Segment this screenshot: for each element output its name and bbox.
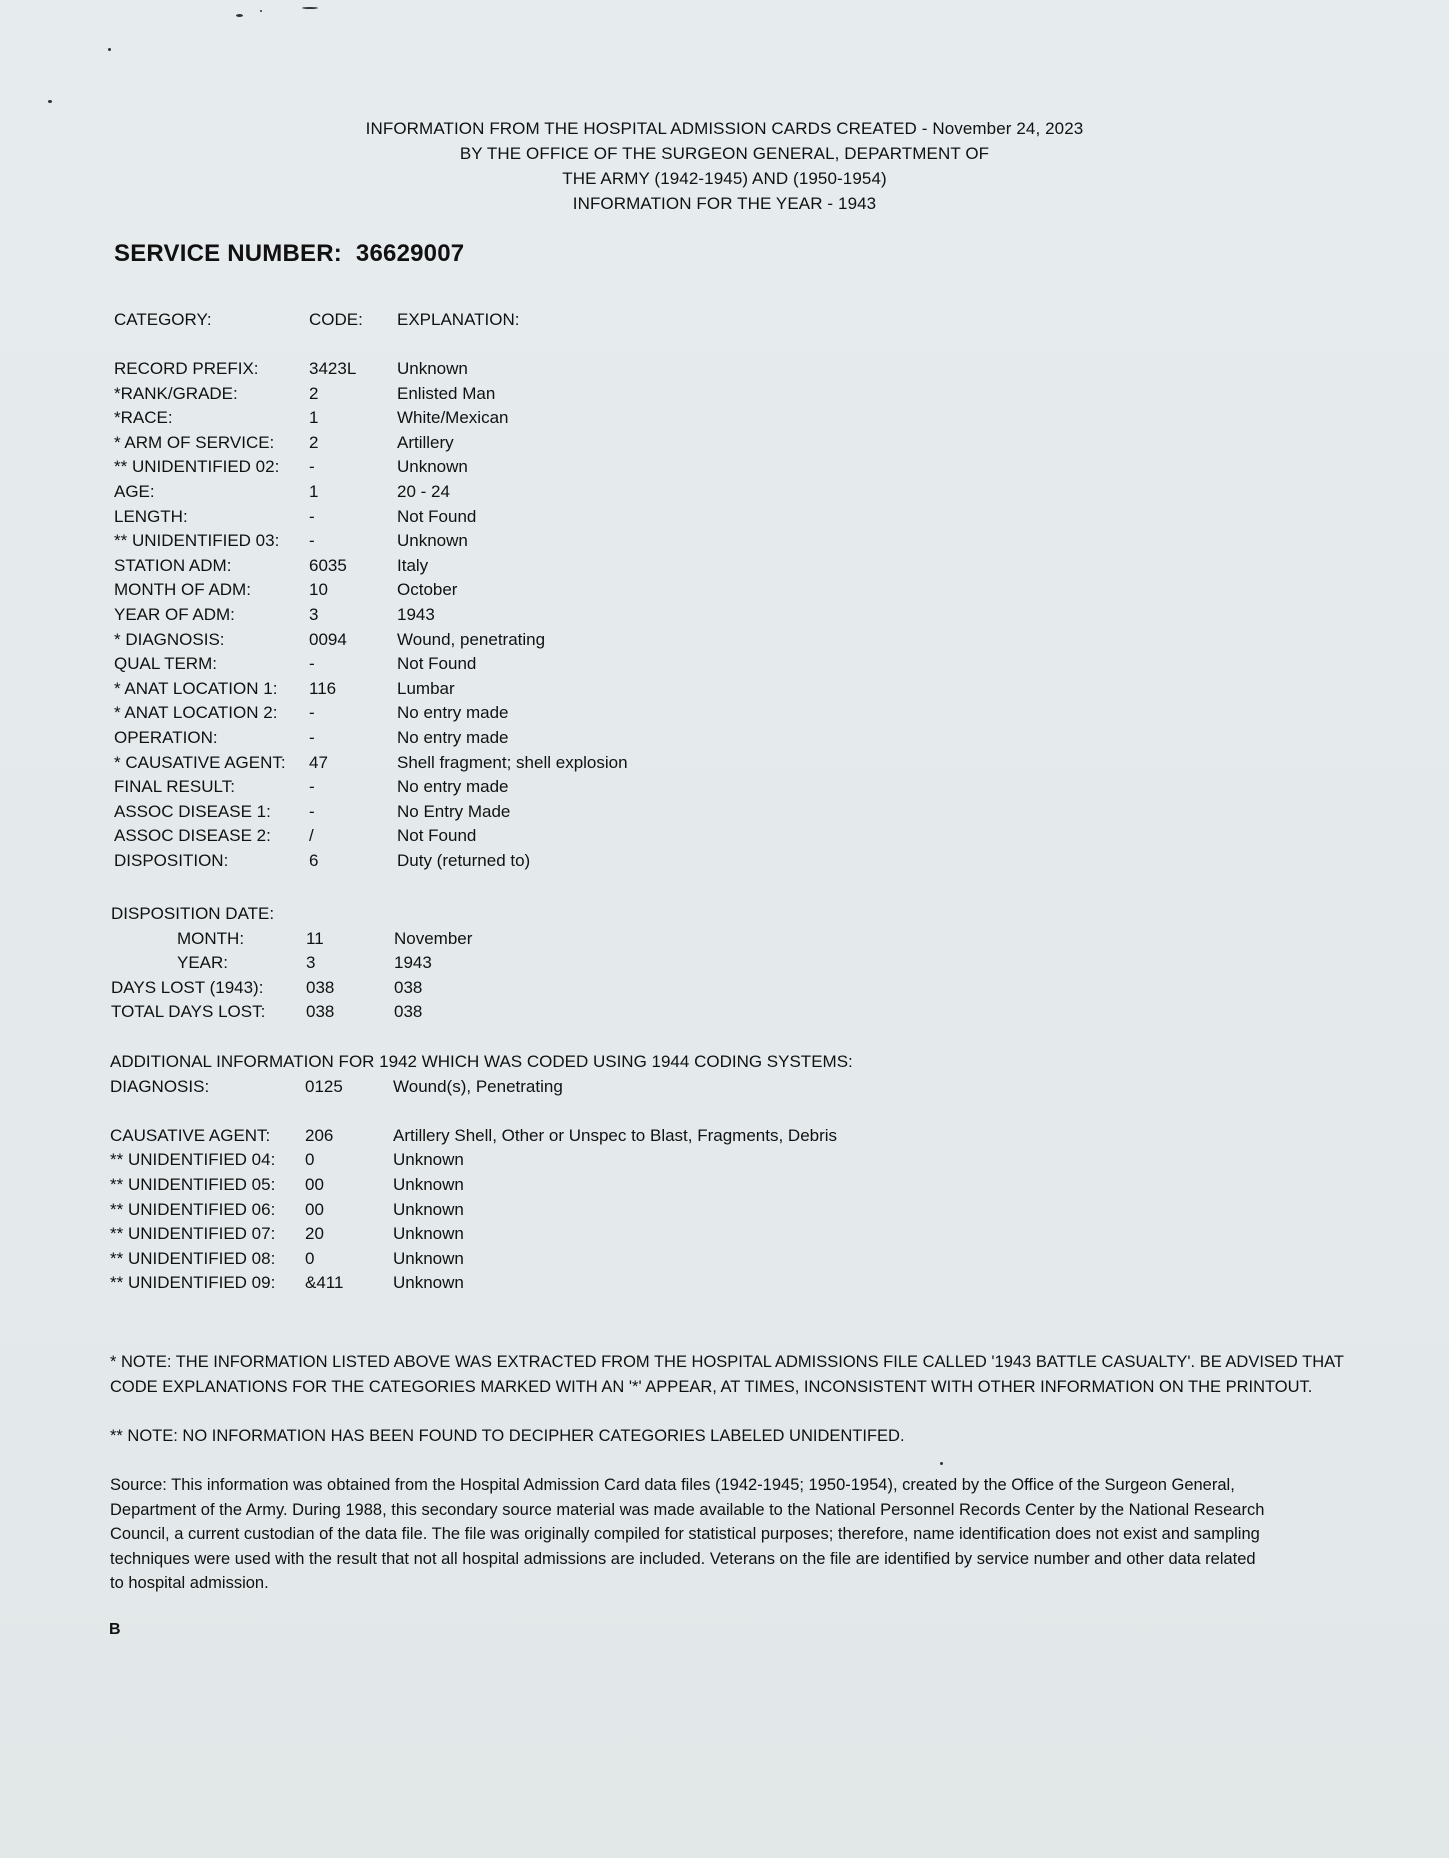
row-code: 47 <box>309 752 328 772</box>
row-code: - <box>309 703 315 723</box>
row-code: 3 <box>306 953 316 973</box>
row-code: 6035 <box>309 555 347 575</box>
row-explanation: Unknown <box>393 1199 464 1219</box>
row-code: 00 <box>305 1175 324 1194</box>
row-explanation: October <box>397 580 458 600</box>
row-explanation: Not Found <box>397 654 477 674</box>
row-code: 2 <box>309 432 319 452</box>
row-explanation: Wound(s), Penetrating <box>393 1076 563 1096</box>
note-double-asterisk <box>110 1424 1340 1449</box>
row-category: ** UNIDENTIFIED 04: <box>110 1150 276 1170</box>
scan-speck <box>940 1462 943 1465</box>
source-line: Department of the Army. During 1988, this secondary source material was made available to the National Personnel Records Center by the National Research <box>110 1500 1265 1519</box>
column-header-code: CODE: <box>309 310 363 329</box>
scan-speck <box>260 10 262 12</box>
source-line: to hospital admission. <box>110 1574 269 1592</box>
row-category: ** UNIDENTIFIED 02: <box>114 457 280 477</box>
row-explanation: 20 - 24 <box>397 482 450 501</box>
row-category: *RACE: <box>114 408 173 428</box>
service-number-label: SERVICE NUMBER: <box>114 240 342 267</box>
row-category: ** UNIDENTIFIED 07: <box>110 1224 276 1244</box>
row-explanation: 038 <box>394 1002 423 1022</box>
row-explanation: Duty (returned to) <box>397 851 531 870</box>
row-explanation: Unknown <box>397 359 468 378</box>
row-category: ** UNIDENTIFIED 08: <box>110 1248 276 1268</box>
header-line: BY THE OFFICE OF THE SURGEON GENERAL, DEPARTMENT OF <box>459 144 990 163</box>
note-line: CODE EXPLANATIONS FOR THE CATEGORIES MARKED WITH AN '*' APPEAR, AT TIMES, INCONSISTENT WITH OTHER INFORMATION ON THE PRINTOUT. <box>110 1377 1313 1396</box>
row-code: 0 <box>305 1150 315 1170</box>
row-code: 116 <box>309 678 337 698</box>
row-category: LENGTH: <box>114 506 188 526</box>
row-code: - <box>309 531 315 551</box>
row-category: FINAL RESULT: <box>114 777 235 797</box>
row-category: AGE: <box>114 482 155 501</box>
row-code: 00 <box>305 1199 324 1219</box>
row-code: 2 <box>309 383 319 403</box>
row-code: 0 <box>305 1248 315 1268</box>
row-category: YEAR OF ADM: <box>114 605 235 624</box>
scan-speck <box>48 100 52 103</box>
row-code: 0094 <box>309 629 347 649</box>
row-explanation: Unknown <box>393 1224 464 1244</box>
row-code: 6 <box>309 851 319 870</box>
row-explanation: Shell fragment; shell explosion <box>397 752 628 772</box>
row-code: 1 <box>309 482 319 501</box>
row-category: ** UNIDENTIFIED 05: <box>110 1175 276 1194</box>
row-code: / <box>309 826 314 846</box>
row-category: YEAR: <box>177 953 229 973</box>
header-line: THE ARMY (1942-1945) AND (1950-1954) <box>562 169 887 188</box>
row-category: * ANAT LOCATION 1: <box>114 678 278 698</box>
row-explanation: 1943 <box>394 953 432 973</box>
note-line: ** NOTE: NO INFORMATION HAS BEEN FOUND TO DECIPHER CATEGORIES LABELED UNIDENTIFED. <box>110 1427 905 1445</box>
row-category: * ARM OF SERVICE: <box>114 432 275 452</box>
row-category: ASSOC DISEASE 2: <box>114 826 271 846</box>
row-category: RECORD PREFIX: <box>114 359 259 378</box>
source-line: techniques were used with the result that not all hospital admissions are included. Veterans on the file are identified by service number and other data related <box>110 1549 1256 1568</box>
row-category: CAUSATIVE AGENT: <box>110 1125 271 1145</box>
source-line: Source: This information was obtained from the Hospital Admission Card data files (1942-1945; 1950-1954), created by the Office of the Surgeon General, <box>110 1476 1235 1494</box>
row-code: 11 <box>306 928 324 948</box>
row-category: MONTH: <box>177 928 245 948</box>
row-code: &411 <box>305 1273 344 1293</box>
header-line: INFORMATION FROM THE HOSPITAL ADMISSION CARDS CREATED - November 24, 2023 <box>365 119 1084 138</box>
row-code: - <box>309 506 315 526</box>
row-code: 20 <box>305 1224 324 1244</box>
scan-speck <box>302 7 318 9</box>
row-category: DIAGNOSIS: <box>110 1076 210 1096</box>
column-header-explanation: EXPLANATION: <box>397 310 520 329</box>
row-explanation: Not Found <box>397 506 477 526</box>
row-explanation: Unknown <box>397 457 468 477</box>
row-explanation: Artillery Shell, Other or Unspec to Blast, Fragments, Debris <box>393 1125 838 1145</box>
row-category: * DIAGNOSIS: <box>114 629 225 649</box>
service-number-heading <box>114 240 464 268</box>
row-explanation: No Entry Made <box>397 801 511 821</box>
row-explanation: Unknown <box>397 531 468 551</box>
note-asterisk <box>110 1350 1344 1399</box>
row-category: QUAL TERM: <box>114 654 217 674</box>
row-explanation: Unknown <box>393 1150 464 1170</box>
row-code: 038 <box>306 1002 335 1022</box>
row-code: 3423L <box>309 359 357 378</box>
row-category: * ANAT LOCATION 2: <box>114 703 278 723</box>
row-explanation: Wound, penetrating <box>397 629 546 649</box>
row-category: ** UNIDENTIFIED 06: <box>110 1199 276 1219</box>
row-explanation: White/Mexican <box>397 408 509 428</box>
row-category: ** UNIDENTIFIED 03: <box>114 531 280 551</box>
source-paragraph <box>110 1473 1340 1596</box>
row-category: DAYS LOST (1943): <box>111 977 264 997</box>
row-explanation: No entry made <box>397 777 509 797</box>
row-category: TOTAL DAYS LOST: <box>111 1002 266 1022</box>
row-explanation: Unknown <box>393 1273 464 1293</box>
row-explanation: Unknown <box>393 1175 464 1194</box>
row-explanation: November <box>394 928 473 948</box>
scan-speck <box>236 14 243 17</box>
row-explanation: Unknown <box>393 1248 464 1268</box>
source-line: Council, a current custodian of the data file. The file was originally compiled for statistical purposes; therefore, name identification does not exist and sampling <box>110 1525 1260 1543</box>
column-header-category: CATEGORY: <box>114 310 212 329</box>
row-code: 3 <box>309 605 319 624</box>
document-header <box>0 116 1449 216</box>
row-category: MONTH OF ADM: <box>114 580 251 600</box>
row-code: 10 <box>309 580 328 600</box>
additional-title-text: ADDITIONAL INFORMATION FOR 1942 WHICH WAS CODED USING 1944 CODING SYSTEMS: <box>110 1052 853 1071</box>
row-code: - <box>309 801 315 821</box>
row-explanation: Italy <box>397 555 429 575</box>
row-category: * CAUSATIVE AGENT: <box>114 752 286 772</box>
row-explanation: No entry made <box>397 728 509 747</box>
row-code: - <box>309 654 315 674</box>
row-code: - <box>309 777 315 797</box>
row-category: STATION ADM: <box>114 555 232 575</box>
row-explanation: 1943 <box>397 605 435 624</box>
row-code: 1 <box>309 408 319 428</box>
row-explanation: Enlisted Man <box>397 383 496 403</box>
row-code: - <box>309 728 315 747</box>
row-code: 206 <box>305 1125 334 1145</box>
row-explanation: No entry made <box>397 703 509 723</box>
disposition-title-text: DISPOSITION DATE: <box>111 904 275 923</box>
row-code: 0125 <box>305 1076 343 1096</box>
row-category: *RANK/GRADE: <box>114 383 238 403</box>
row-category: DISPOSITION: <box>114 851 229 870</box>
scan-speck <box>108 48 111 51</box>
row-explanation: Lumbar <box>397 678 455 698</box>
row-explanation: Artillery <box>397 432 454 452</box>
row-code: 038 <box>306 977 335 997</box>
row-explanation: 038 <box>394 977 423 997</box>
header-line: INFORMATION FOR THE YEAR - 1943 <box>572 194 877 213</box>
row-code: - <box>309 457 315 477</box>
row-explanation: Not Found <box>397 826 477 846</box>
service-number-value: 36629007 <box>355 240 465 267</box>
row-category: ASSOC DISEASE 1: <box>114 801 271 821</box>
row-category: ** UNIDENTIFIED 09: <box>110 1273 276 1293</box>
note-line: * NOTE: THE INFORMATION LISTED ABOVE WAS EXTRACTED FROM THE HOSPITAL ADMISSIONS FILE CALLED '1943 BATTLE CASUALTY'. BE ADVISED THAT <box>110 1353 1344 1371</box>
row-category: OPERATION: <box>114 728 218 747</box>
footer-letter: B <box>109 1621 121 1638</box>
